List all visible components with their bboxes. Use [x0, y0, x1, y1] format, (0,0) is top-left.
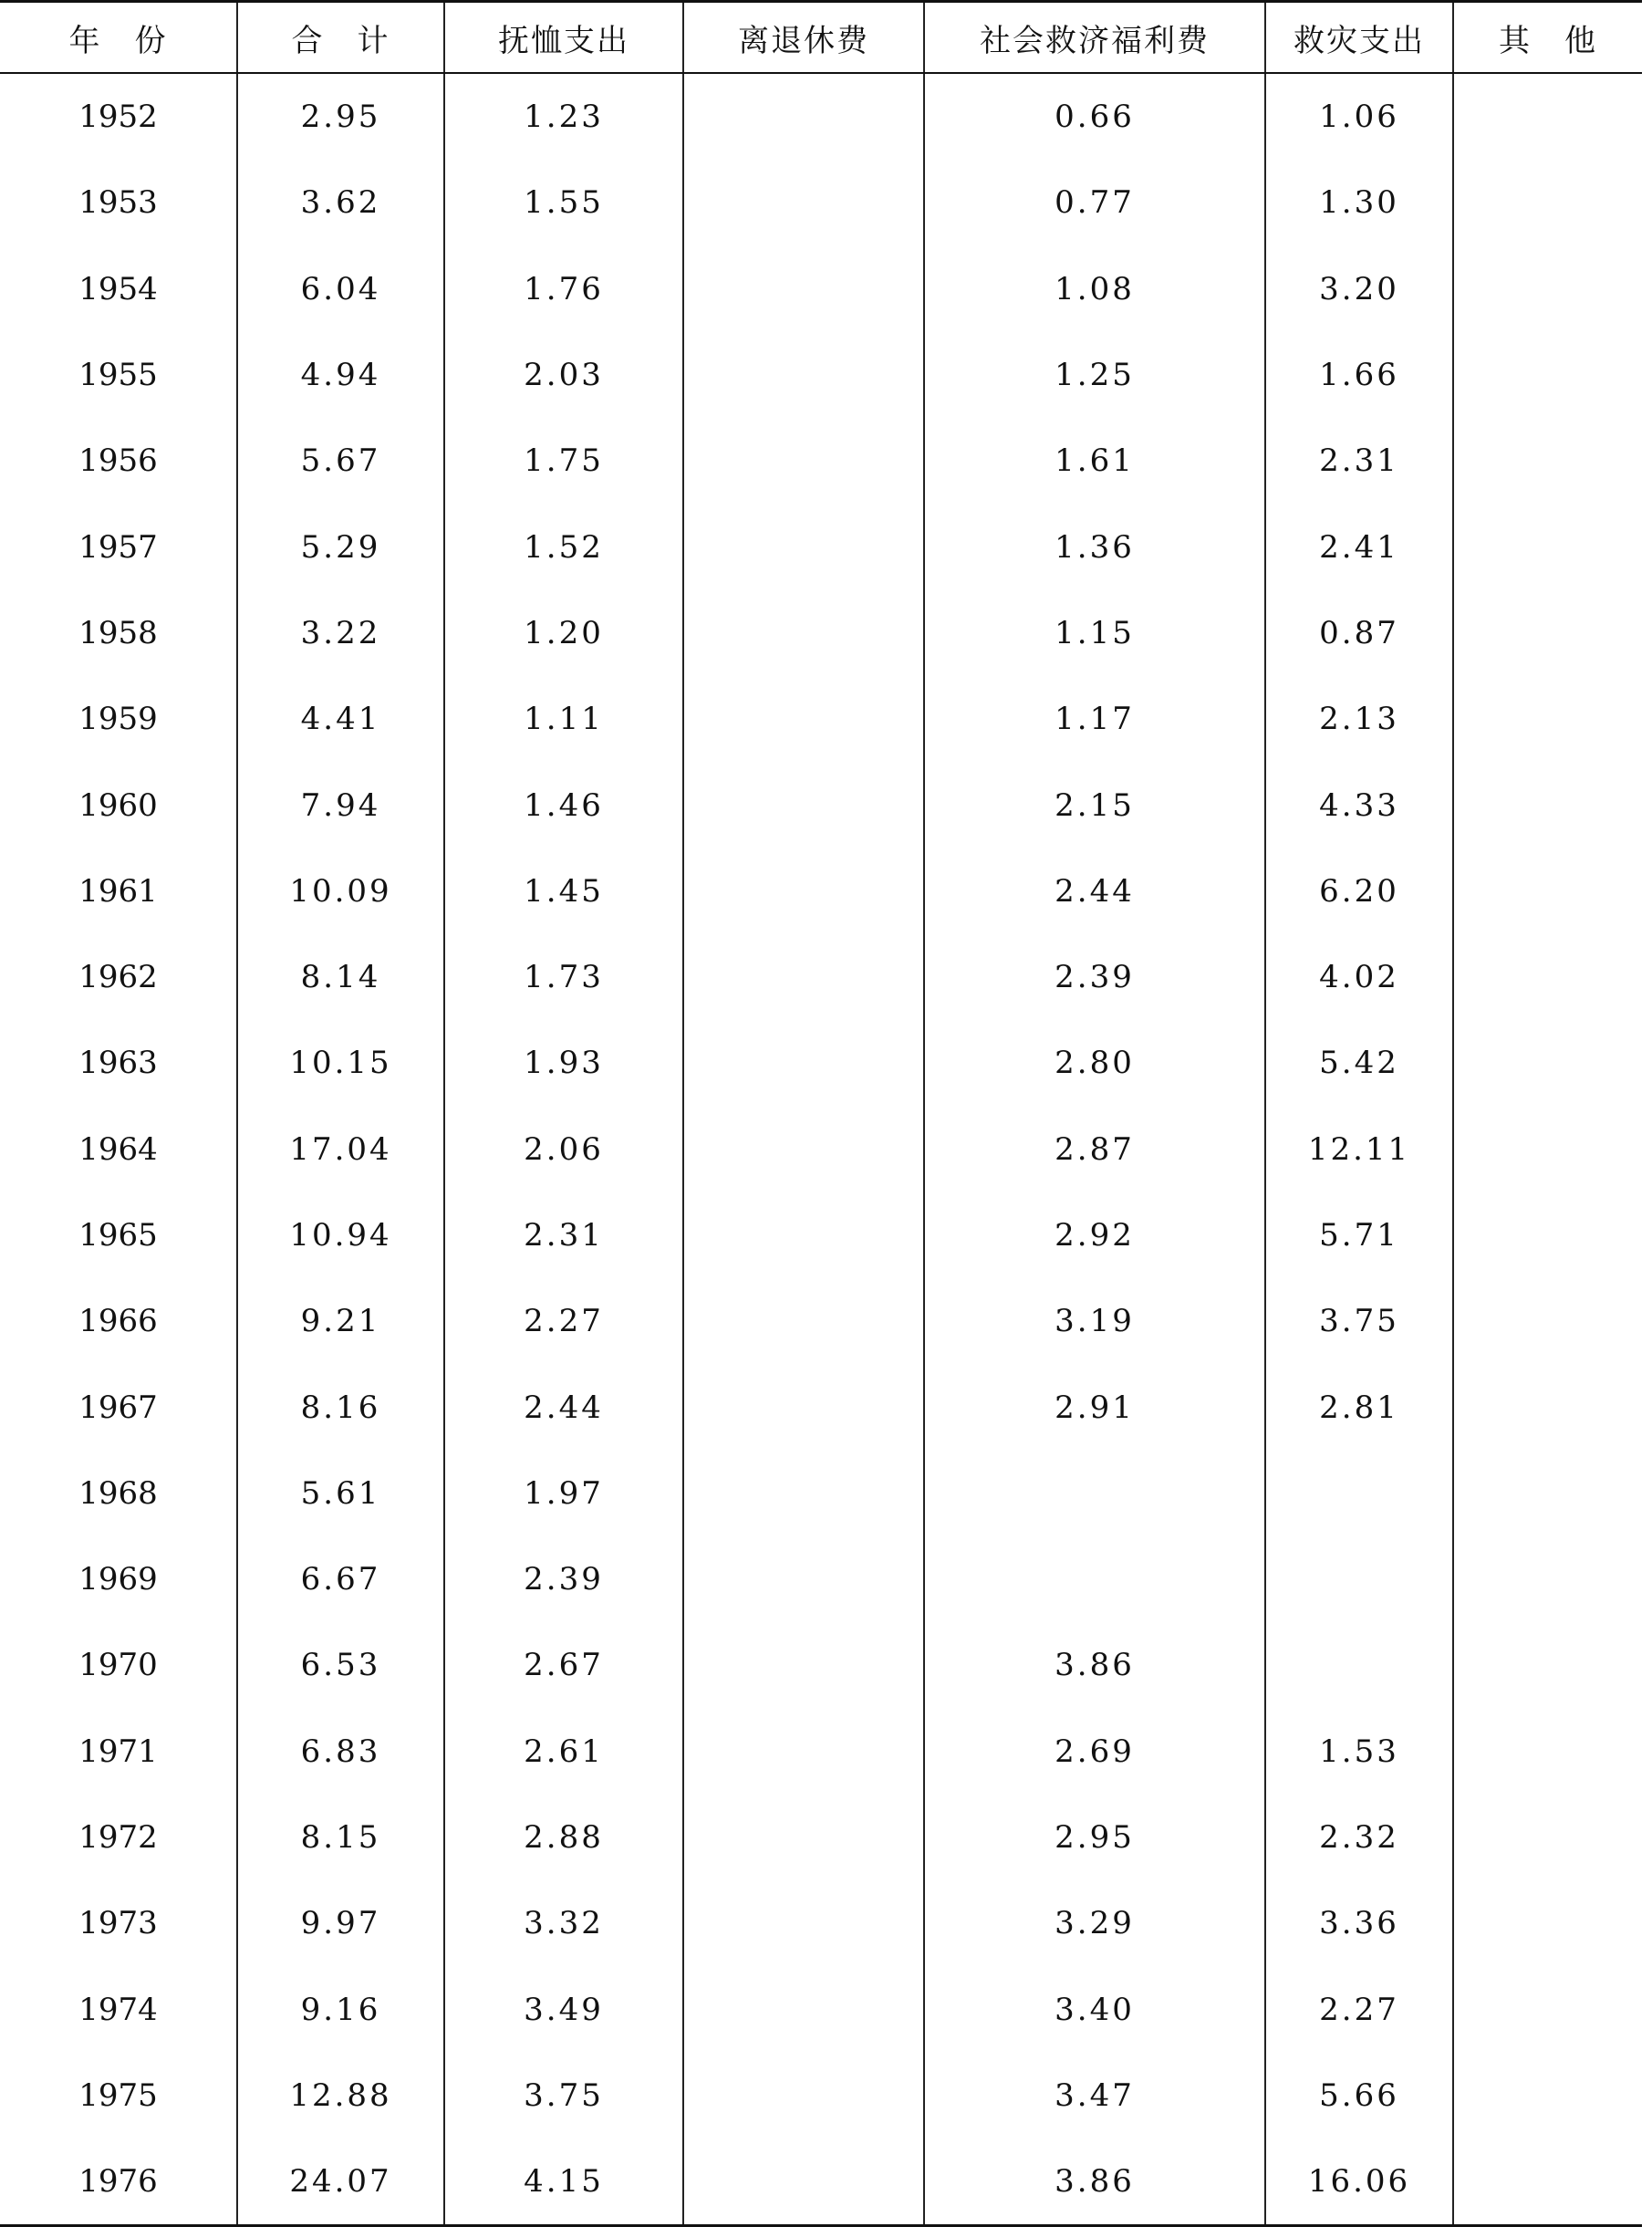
cell-retire	[683, 1107, 924, 1192]
table-row	[0, 1880, 1642, 1966]
cell-social: 1.36	[924, 504, 1265, 589]
cell-retire	[683, 2139, 924, 2226]
cell-retire	[683, 934, 924, 1020]
cell-year: 1967	[78, 1389, 158, 1426]
cell-total: 10.15	[237, 1020, 444, 1106]
cell-other	[1453, 848, 1642, 934]
cell-fuxu: 2.88	[444, 1795, 683, 1880]
cell-social: 3.47	[924, 2053, 1265, 2139]
cell-other	[1453, 1536, 1642, 1622]
cell-retire	[683, 73, 924, 160]
cell-relief: 1.30	[1265, 160, 1453, 245]
cell-other	[1453, 1451, 1642, 1536]
cell-total: 17.04	[237, 1107, 444, 1192]
cell-other	[1453, 246, 1642, 332]
cell-total: 6.53	[237, 1622, 444, 1708]
cell-other	[1453, 2139, 1642, 2226]
table-row	[0, 1536, 1642, 1622]
cell-social: 2.69	[924, 1709, 1265, 1795]
header-total: 合 计	[237, 2, 444, 74]
cell-other	[1453, 1192, 1642, 1278]
cell-relief: 1.66	[1265, 332, 1453, 418]
cell-relief: 5.42	[1265, 1020, 1453, 1106]
cell-fuxu: 1.52	[444, 504, 683, 589]
cell-total: 9.16	[237, 1967, 444, 2053]
table-row	[0, 1795, 1642, 1880]
cell-fuxu: 1.76	[444, 246, 683, 332]
cell-total: 6.83	[237, 1709, 444, 1795]
cell-other	[1453, 1364, 1642, 1450]
cell-fuxu: 1.20	[444, 590, 683, 676]
header-fuxu: 抚恤支出	[444, 2, 683, 74]
cell-other	[1453, 676, 1642, 762]
cell-retire	[683, 1278, 924, 1364]
cell-fuxu: 1.97	[444, 1451, 683, 1536]
cell-total: 6.04	[237, 246, 444, 332]
cell-relief: 0.87	[1265, 590, 1453, 676]
cell-total: 5.61	[237, 1451, 444, 1536]
cell-social: 1.08	[924, 246, 1265, 332]
cell-other	[1453, 1880, 1642, 1966]
cell-relief: 5.66	[1265, 2053, 1453, 2139]
cell-total: 24.07	[237, 2139, 444, 2226]
cell-total: 9.21	[237, 1278, 444, 1364]
cell-total: 3.22	[237, 590, 444, 676]
cell-retire	[683, 1536, 924, 1622]
cell-year: 1953	[78, 184, 158, 222]
cell-total: 2.95	[237, 73, 444, 160]
table-row	[0, 1364, 1642, 1450]
header-retire: 离退休费	[683, 2, 924, 74]
cell-social	[924, 1451, 1265, 1536]
cell-total: 8.14	[237, 934, 444, 1020]
cell-retire	[683, 1622, 924, 1708]
cell-retire	[683, 1451, 924, 1536]
cell-fuxu: 3.49	[444, 1967, 683, 2053]
cell-fuxu: 1.46	[444, 762, 683, 848]
cell-fuxu: 2.31	[444, 1192, 683, 1278]
cell-relief: 3.75	[1265, 1278, 1453, 1364]
table-row	[0, 762, 1642, 848]
cell-year: 1970	[78, 1647, 158, 1684]
cell-social: 0.66	[924, 73, 1265, 160]
cell-other	[1453, 504, 1642, 589]
table-row	[0, 1107, 1642, 1192]
table-row	[0, 1020, 1642, 1106]
cell-retire	[683, 762, 924, 848]
cell-relief: 1.53	[1265, 1709, 1453, 1795]
table-row	[0, 1709, 1642, 1795]
cell-year: 1975	[78, 2076, 158, 2114]
table-row	[0, 332, 1642, 418]
cell-social: 2.80	[924, 1020, 1265, 1106]
table-row	[0, 160, 1642, 245]
cell-year: 1976	[0, 2139, 237, 2226]
cell-retire	[683, 332, 924, 418]
cell-other	[1453, 590, 1642, 676]
cell-total: 7.94	[237, 762, 444, 848]
cell-other	[1453, 418, 1642, 504]
cell-fuxu: 3.32	[444, 1880, 683, 1966]
cell-year: 1965	[78, 1217, 158, 1254]
cell-fuxu: 2.67	[444, 1622, 683, 1708]
header-year: 年 份	[0, 2, 237, 74]
cell-year: 1969	[78, 1561, 158, 1598]
table-row	[0, 1192, 1642, 1278]
cell-fuxu: 3.75	[444, 2053, 683, 2139]
cell-other	[1453, 762, 1642, 848]
cell-year: 1959	[78, 701, 158, 738]
table-row	[0, 1622, 1642, 1708]
cell-relief: 5.71	[1265, 1192, 1453, 1278]
table-row	[0, 848, 1642, 934]
table-row	[0, 590, 1642, 676]
cell-fuxu: 2.39	[444, 1536, 683, 1622]
cell-other	[1453, 2053, 1642, 2139]
table-body	[0, 73, 1642, 2226]
cell-year: 1964	[78, 1130, 158, 1168]
cell-year: 1968	[78, 1474, 158, 1512]
cell-relief: 2.41	[1265, 504, 1453, 589]
cell-other	[1453, 1107, 1642, 1192]
cell-social: 2.15	[924, 762, 1265, 848]
cell-social: 3.86	[924, 1622, 1265, 1708]
table-row	[0, 2053, 1642, 2139]
cell-retire	[683, 676, 924, 762]
table-header	[0, 2, 1642, 74]
cell-year: 1954	[78, 270, 158, 307]
cell-year: 1957	[78, 528, 158, 566]
cell-social: 0.77	[924, 160, 1265, 245]
cell-relief: 2.27	[1265, 1967, 1453, 2053]
cell-relief: 4.33	[1265, 762, 1453, 848]
cell-year: 1958	[78, 614, 158, 651]
table-row	[0, 2139, 1642, 2226]
cell-fuxu: 2.61	[444, 1709, 683, 1795]
cell-year: 1962	[78, 959, 158, 996]
cell-fuxu: 1.55	[444, 160, 683, 245]
cell-relief: 3.36	[1265, 1880, 1453, 1966]
cell-relief: 1.06	[1265, 73, 1453, 160]
cell-total: 4.41	[237, 676, 444, 762]
cell-year: 1952	[78, 99, 158, 136]
table-row	[0, 1278, 1642, 1364]
cell-year: 1956	[78, 442, 158, 480]
cell-total: 10.09	[237, 848, 444, 934]
cell-social: 2.95	[924, 1795, 1265, 1880]
cell-relief	[1265, 1622, 1453, 1708]
cell-social: 3.40	[924, 1967, 1265, 2053]
cell-retire	[683, 160, 924, 245]
cell-fuxu: 4.15	[444, 2139, 683, 2226]
cell-fuxu: 1.93	[444, 1020, 683, 1106]
cell-total: 6.67	[237, 1536, 444, 1622]
cell-social: 2.92	[924, 1192, 1265, 1278]
cell-fuxu: 1.75	[444, 418, 683, 504]
cell-retire	[683, 1709, 924, 1795]
cell-retire	[683, 590, 924, 676]
table-row	[0, 676, 1642, 762]
cell-retire	[683, 1020, 924, 1106]
cell-fuxu: 2.27	[444, 1278, 683, 1364]
cell-social: 2.91	[924, 1364, 1265, 1450]
table-row	[0, 1967, 1642, 2053]
table-row	[0, 73, 1642, 160]
cell-relief: 12.11	[1265, 1107, 1453, 1192]
cell-total: 4.94	[237, 332, 444, 418]
cell-other	[1453, 1967, 1642, 2053]
cell-fuxu: 1.23	[444, 73, 683, 160]
cell-retire	[683, 1967, 924, 2053]
table-row	[0, 504, 1642, 589]
table-row	[0, 246, 1642, 332]
cell-year: 1973	[78, 1905, 158, 1942]
cell-fuxu: 1.73	[444, 934, 683, 1020]
cell-total: 8.16	[237, 1364, 444, 1450]
table-row	[0, 418, 1642, 504]
cell-social: 1.61	[924, 418, 1265, 504]
cell-year: 1974	[78, 1991, 158, 2028]
cell-other	[1453, 332, 1642, 418]
table-row	[0, 1451, 1642, 1536]
cell-fuxu: 1.45	[444, 848, 683, 934]
cell-retire	[683, 504, 924, 589]
cell-social: 3.29	[924, 1880, 1265, 1966]
cell-other	[1453, 934, 1642, 1020]
cell-year: 1960	[78, 786, 158, 824]
cell-retire	[683, 2053, 924, 2139]
cell-total: 12.88	[237, 2053, 444, 2139]
cell-relief: 2.81	[1265, 1364, 1453, 1450]
cell-retire	[683, 1880, 924, 1966]
cell-year: 1972	[78, 1819, 158, 1857]
cell-relief: 6.20	[1265, 848, 1453, 934]
cell-retire	[683, 1795, 924, 1880]
cell-total: 9.97	[237, 1880, 444, 1966]
cell-social: 3.19	[924, 1278, 1265, 1364]
cell-other	[1453, 1278, 1642, 1364]
cell-fuxu: 2.06	[444, 1107, 683, 1192]
cell-other	[1453, 1622, 1642, 1708]
cell-relief: 16.06	[1265, 2139, 1453, 2226]
cell-fuxu: 1.11	[444, 676, 683, 762]
table-row	[0, 934, 1642, 1020]
cell-total: 8.15	[237, 1795, 444, 1880]
cell-relief: 2.32	[1265, 1795, 1453, 1880]
cell-year: 1961	[78, 872, 158, 910]
cell-relief: 2.31	[1265, 418, 1453, 504]
cell-total: 10.94	[237, 1192, 444, 1278]
cell-other	[1453, 73, 1642, 160]
cell-social: 2.87	[924, 1107, 1265, 1192]
cell-social: 3.86	[924, 2139, 1265, 2226]
cell-other	[1453, 160, 1642, 245]
cell-other	[1453, 1795, 1642, 1880]
cell-retire	[683, 848, 924, 934]
cell-total: 5.29	[237, 504, 444, 589]
cell-retire	[683, 246, 924, 332]
cell-retire	[683, 1192, 924, 1278]
cell-year: 1955	[78, 357, 158, 394]
cell-total: 5.67	[237, 418, 444, 504]
cell-year: 1966	[78, 1303, 158, 1340]
cell-social: 1.15	[924, 590, 1265, 676]
header-row	[0, 2, 1642, 74]
cell-relief	[1265, 1536, 1453, 1622]
cell-relief	[1265, 1451, 1453, 1536]
cell-fuxu: 2.03	[444, 332, 683, 418]
cell-social: 1.17	[924, 676, 1265, 762]
cell-other	[1453, 1709, 1642, 1795]
cell-year: 1971	[78, 1733, 158, 1770]
cell-retire	[683, 1364, 924, 1450]
cell-social: 1.25	[924, 332, 1265, 418]
cell-year: 1963	[78, 1045, 158, 1082]
cell-relief: 4.02	[1265, 934, 1453, 1020]
cell-social: 2.39	[924, 934, 1265, 1020]
cell-total: 3.62	[237, 160, 444, 245]
header-relief: 救灾支出	[1265, 2, 1453, 74]
cell-retire	[683, 418, 924, 504]
header-other: 其 他	[1453, 2, 1642, 74]
cell-social: 2.44	[924, 848, 1265, 934]
cell-other	[1453, 1020, 1642, 1106]
cell-social	[924, 1536, 1265, 1622]
header-social: 社会救济福利费	[924, 2, 1265, 74]
cell-fuxu: 2.44	[444, 1364, 683, 1450]
cell-relief: 2.13	[1265, 676, 1453, 762]
cell-relief: 3.20	[1265, 246, 1453, 332]
